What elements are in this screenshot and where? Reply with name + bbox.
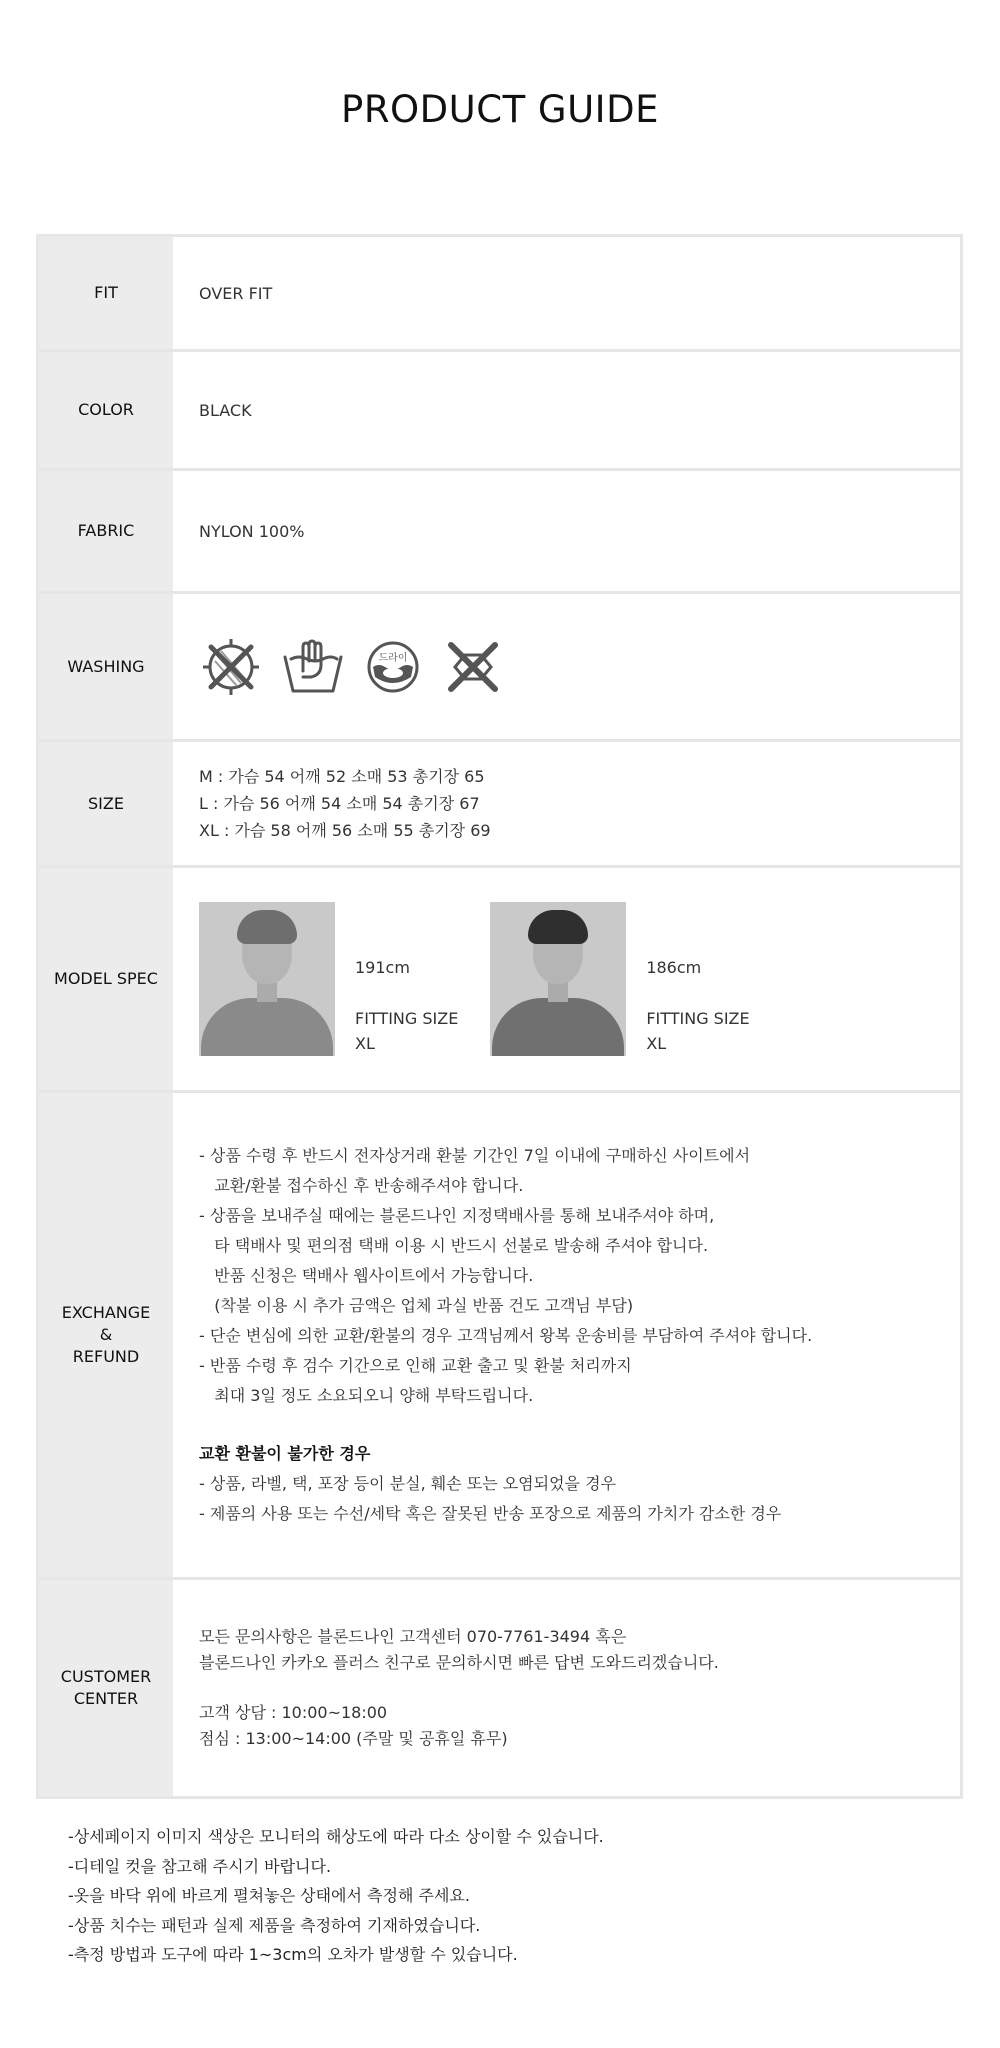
model-photo — [490, 902, 626, 1056]
note-line: -측정 방법과 도구에 따라 1~3cm의 오차가 발생할 수 있습니다. — [68, 1945, 518, 1964]
exchange-line: - 상품을 보내주실 때에는 블론드나인 지정택배사를 통해 보내주셔야 하며, — [199, 1206, 715, 1225]
exchange-line: 타 택배사 및 편의점 택배 이용 시 반드시 선불로 발송해 주셔야 합니다. — [199, 1236, 709, 1255]
fit-label: FIT — [39, 237, 173, 349]
no-tumble-dry-icon — [199, 637, 263, 697]
exchange-value — [173, 1093, 960, 1577]
model-fitting-size: XL — [646, 1034, 667, 1053]
color-value: BLACK — [173, 352, 960, 468]
customer-line: 모든 문의사항은 블론드나인 고객센터 070-7761-3494 혹은 — [199, 1627, 627, 1646]
customer-label-line: CENTER — [73, 1689, 139, 1708]
size-line: M : 가슴 54 어깨 52 소매 53 총기장 65 — [199, 767, 485, 786]
model-fitting-label: FITTING SIZE — [646, 1009, 750, 1028]
exchange-line: - 반품 수령 후 검수 기간으로 인해 교환 출고 및 환불 처리까지 — [199, 1356, 632, 1375]
model-list — [199, 902, 770, 1056]
customer-label-line: CUSTOMER — [60, 1667, 152, 1686]
model-info — [355, 955, 458, 1056]
model-fitting-label: FITTING SIZE — [355, 1009, 459, 1028]
row-size — [39, 742, 960, 868]
size-line: L : 가슴 56 어깨 54 소매 54 총기장 67 — [199, 794, 480, 813]
row-exchange-refund — [39, 1093, 960, 1580]
note-line: -옷을 바닥 위에 바르게 펼쳐놓은 상태에서 측정해 주세요. — [68, 1886, 470, 1905]
dry-clean-text: 드라이 — [378, 652, 408, 664]
no-refund-line: - 상품, 라벨, 택, 포장 등이 분실, 훼손 또는 오염되었을 경우 — [199, 1474, 617, 1493]
exchange-label-line: & — [99, 1325, 113, 1344]
washing-label: WASHING — [39, 594, 173, 739]
color-label: COLOR — [39, 352, 173, 468]
model-photo — [199, 902, 335, 1056]
model-info — [646, 955, 749, 1056]
model-height: 191cm — [355, 958, 410, 977]
hand-wash-icon — [281, 637, 345, 697]
exchange-line: 교환/환불 접수하신 후 반송해주셔야 합니다. — [199, 1176, 524, 1195]
note-line: -상품 치수는 패턴과 실제 제품을 측정하여 기재하였습니다. — [68, 1915, 481, 1935]
exchange-label — [39, 1093, 173, 1577]
size-label: SIZE — [39, 742, 173, 865]
no-bleach-icon — [441, 637, 505, 697]
customer-line: 블론드나인 카카오 플러스 친구로 문의하시면 빠른 답변 도와드리겠습니다. — [199, 1653, 719, 1672]
customer-hours: 고객 상담 : 10:00~18:00 — [199, 1703, 388, 1722]
row-customer-center — [39, 1580, 960, 1796]
size-line: XL : 가슴 58 어깨 56 소매 55 총기장 69 — [199, 821, 491, 840]
exchange-line: 최대 3일 정도 소요되오니 양해 부탁드립니다. — [199, 1386, 534, 1405]
model-spec-value — [173, 868, 960, 1090]
customer-hours: 점심 : 13:00~14:00 (주말 및 공휴일 휴무) — [199, 1729, 508, 1748]
model-card — [199, 902, 458, 1056]
row-color — [39, 352, 960, 471]
notes — [68, 1822, 604, 1970]
model-fitting-size: XL — [355, 1034, 375, 1053]
exchange-line: - 상품 수령 후 반드시 전자상거래 환불 기간인 7일 이내에 구매하신 사이트에서 — [199, 1146, 751, 1165]
row-model-spec — [39, 868, 960, 1093]
exchange-label-line: REFUND — [72, 1347, 140, 1366]
model-spec-label: MODEL SPEC — [39, 868, 173, 1090]
washing-value — [173, 594, 960, 739]
row-fabric — [39, 471, 960, 594]
no-refund-line: - 제품의 사용 또는 수선/세탁 혹은 잘못된 반송 포장으로 제품의 가치가 감소한 경우 — [199, 1504, 782, 1523]
note-line: -디테일 컷을 참고해 주시기 바랍니다. — [68, 1856, 332, 1876]
exchange-label-line: EXCHANGE — [61, 1303, 151, 1322]
fabric-label: FABRIC — [39, 471, 173, 591]
page-title: PRODUCT GUIDE — [341, 88, 659, 131]
product-guide-table — [36, 234, 963, 1799]
row-washing — [39, 594, 960, 742]
no-refund-title: 교환 환불이 불가한 경우 — [199, 1444, 371, 1463]
fit-value: OVER FIT — [173, 237, 960, 349]
exchange-line: - 단순 변심에 의한 교환/환불의 경우 고객님께서 왕복 운송비를 부담하여 주셔야 합니다. — [199, 1326, 813, 1345]
customer-label — [39, 1580, 173, 1796]
dry-clean-icon — [363, 637, 423, 697]
exchange-line: (착불 이용 시 추가 금액은 업체 과실 반품 건도 고객님 부담) — [199, 1296, 634, 1315]
model-card — [490, 902, 749, 1056]
row-fit — [39, 237, 960, 352]
note-line: -상세페이지 이미지 색상은 모니터의 해상도에 따라 다소 상이할 수 있습니다. — [68, 1827, 604, 1846]
fabric-value: NYLON 100% — [173, 471, 960, 591]
customer-value — [173, 1580, 960, 1796]
washing-icons — [199, 637, 505, 697]
size-value — [173, 742, 960, 865]
exchange-line: 반품 신청은 택배사 웹사이트에서 가능합니다. — [199, 1266, 534, 1285]
model-height: 186cm — [646, 958, 702, 977]
